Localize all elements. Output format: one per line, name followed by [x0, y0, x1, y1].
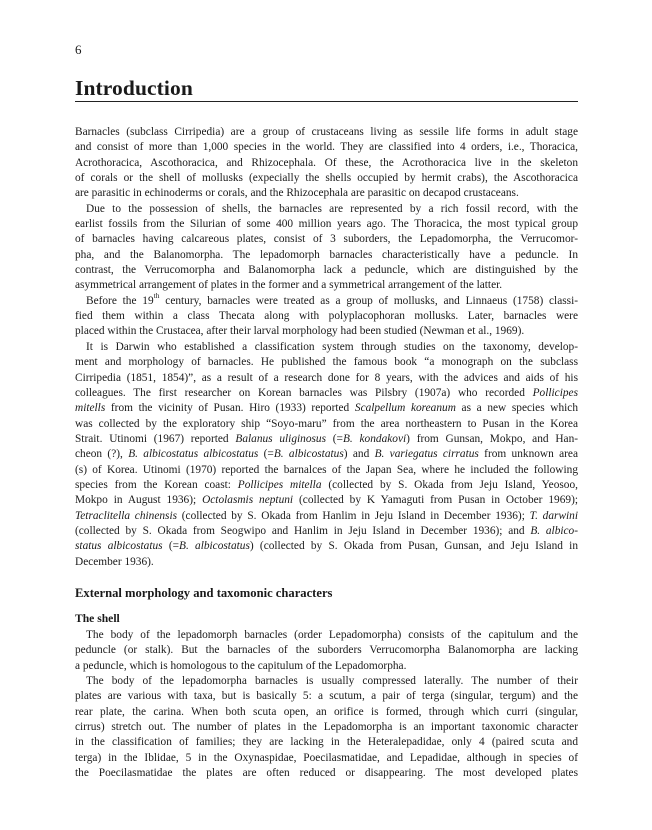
- text-run: species from the Korean coast:: [75, 478, 238, 491]
- text-line: a peduncle, which is homologous to the capitulum of the Lepadomorpha.: [75, 659, 407, 672]
- text-line: placed within the Crustacea, after their larval morphology had been studied (Newman et al., 1969).: [75, 325, 525, 338]
- text-line: [75, 509, 578, 524]
- species-name: Octolasmis neptuni: [202, 494, 294, 507]
- text-line: the Poecilasmatidae the plates are often reduced or disappearing. The most developed plates: [75, 767, 578, 780]
- text-run: ) and: [343, 448, 375, 461]
- text-line: The body of the lepadomorpha barnacles is usually compressed laterally. The number of their: [86, 675, 578, 687]
- page-number: 6: [75, 42, 82, 57]
- species-name: B. kondakovi: [342, 432, 407, 445]
- text-line: Barnacles (subclass Cirripedia) are a group of crustaceans living as sessile life forms in adult stage: [75, 126, 578, 138]
- text-run: Before the 19: [86, 294, 154, 307]
- text-run: century, barnacles were treated as a group of mollusks, and Linnaeus (1758) classi-: [159, 294, 578, 307]
- text-line: fied them within a class Thecata along with polyplacophoran mollusks. Later, barnacles were: [75, 310, 578, 323]
- text-run: (collected by S. Okada from Hanlim in Jeju Island in December 1936);: [177, 509, 530, 522]
- text-line: [75, 447, 578, 462]
- text-line: [75, 432, 578, 447]
- body-text: [75, 125, 578, 781]
- text-line: was collected by the exploratory ship “Soyo-maru” from the area northeastern to Pusan in the Korea: [75, 417, 578, 430]
- text-line: and consist of more than 1,000 species in the world. They are classified into 4 orders, i.e., Thoracica,: [75, 141, 578, 154]
- text-line: It is Darwin who established a classification system through studies on the taxonomy, develop-: [86, 340, 578, 353]
- species-name: B. albicostatus: [179, 540, 250, 553]
- text-line: Due to the possession of shells, the barnacles are represented by a rich fossil record, with the: [86, 202, 578, 215]
- species-name: Scalpellum koreanum: [354, 402, 456, 415]
- paragraph: [75, 674, 578, 781]
- paragraph: [75, 628, 578, 674]
- text-run: (collected by S. Okada from Seogwipo and Hanlim in Jeju Island in December 1936); and: [75, 524, 531, 537]
- text-line: rear plate, the carina. When both scuta open, an orifice is formed, through which curri (singular,: [75, 705, 578, 718]
- text-line: terga) in the Iblidae, 5 in the Oxynaspidae, Poecilasmatidae, and Lepadidae, although in species of: [75, 751, 578, 764]
- text-line: [75, 478, 578, 493]
- species-name: B. albicostatus: [273, 448, 344, 461]
- text-line: of corals or the shell of mollusks (expecially the shells occupied by hermit crabs), the Ascothoracica: [75, 172, 578, 185]
- text-run: (=: [258, 448, 274, 461]
- chapter-title: Introduction: [75, 76, 193, 100]
- text-run: ) (collected by S. Okada from Pusan, Gunsan, and Jeju Island in: [249, 540, 578, 553]
- text-line: contrast, the Verrucomorpha and Balanomorpha lack a peduncle, which are distinguished by the: [75, 264, 578, 277]
- text-run: ) from Gunsan, Mokpo, and Han-: [406, 432, 579, 445]
- paragraph: [75, 291, 578, 340]
- species-name: Pollicipes: [532, 386, 578, 399]
- text-run: (collected by S. Okada from Jeju Island, Yeosoo,: [321, 478, 578, 491]
- text-run: Mokpo in August 1936);: [75, 494, 203, 507]
- text-run: from unknown area: [478, 448, 578, 461]
- species-name: status albicostatus: [75, 540, 163, 553]
- text-line: December 1936).: [75, 555, 154, 568]
- text-line: asymmetrical arrangement of plates in the former and a symmetrical arrangement of the latter.: [75, 279, 503, 292]
- text-line: ment and morphology of barnacles. He published the famous book “a monograph on the subclass: [75, 356, 578, 369]
- text-line: Acrothoracica, Ascothoracica, and Rhizocephala. Of these, the Acrothoracica live in the skeleton: [75, 156, 578, 169]
- paragraph: [75, 125, 578, 202]
- section-heading: External morphology and taxomonic characters: [75, 585, 333, 600]
- text-line: [75, 524, 578, 539]
- text-run: from the vicinity of Pusan. Hiro (1933) reported: [105, 402, 355, 415]
- text-line: peduncle (or stalk). But the barnacles of the suborders Verrucomorpha Balanomorpha are lacking: [75, 644, 578, 657]
- text-line: [75, 401, 578, 416]
- text-run: colleagues. The first researcher on Korean barnacles was Pilsbry (1907a) who recorded: [75, 386, 533, 399]
- text-line: [75, 493, 578, 508]
- text-line: plates are various with taxa, but is basically 5: a scutum, a pair of terga (singular, tergum) and the: [75, 690, 578, 703]
- text-line: [75, 539, 578, 554]
- species-name: Balanus uliginosus: [235, 432, 326, 445]
- text-line: The body of the lepadomorph barnacles (order Lepadomorpha) consists of the capitulum and the: [86, 628, 578, 641]
- superscript: th: [153, 291, 160, 300]
- text-line: earlist fossils from the Silurian of some 400 million years ago. The Thoracica, the most typical group: [75, 218, 578, 231]
- text-run: Strait. Utinomi (1967) reported: [75, 432, 236, 445]
- text-run: (=: [326, 432, 343, 445]
- species-name: T. darwini: [529, 509, 578, 522]
- text-run: as a new species which: [455, 402, 579, 415]
- text-run: cheon (?),: [75, 448, 129, 461]
- subsection-heading: The shell: [75, 611, 120, 625]
- text-run: (collected by K Yamaguti from Pusan in October 1969);: [293, 494, 578, 507]
- title-rule: [75, 101, 578, 102]
- species-name: mitells: [75, 402, 106, 415]
- text-line: (s) of Korea. Utinomi (1970) reported the barnalces of the Japan Sea, where he included the following: [75, 463, 578, 476]
- species-name: B. albico-: [530, 524, 579, 537]
- text-line: Cirripedia (1851, 1854)”, as a result of a research done for 8 years, with the advices and aids of his: [75, 371, 578, 384]
- paragraph: [75, 340, 578, 570]
- species-name: Tetraclitella chinensis: [75, 509, 178, 522]
- species-name: Pollicipes mitella: [237, 478, 322, 491]
- species-name: B. variegatus cirratus: [374, 448, 479, 461]
- text-line: pha, and the Balanomorpha. The lepadomorph barnacles characteristically have a peduncle. In: [75, 248, 578, 261]
- paragraph: [75, 202, 578, 294]
- text-line: in the classification of families; they are lacking in the Heteralepadidae, only 4 (paired scuta and: [75, 736, 578, 749]
- text-line: [75, 291, 578, 309]
- text-line: cirrus) stretch out. The number of plates in the Lepadomorpha is an important taxonomic character: [75, 721, 578, 734]
- text-line: are parasitic in echinoderms or corals, and the Rhizocephala are parasitic on decapod crustaceans.: [75, 187, 519, 200]
- text-line: of barnacles having calcareous plates, consist of 3 suborders, the Lepadomorpha, the Verrucomor-: [75, 233, 578, 246]
- species-name: B. albicostatus albicostatus: [128, 448, 259, 461]
- text-run: (=: [162, 540, 180, 553]
- text-line: [75, 386, 578, 401]
